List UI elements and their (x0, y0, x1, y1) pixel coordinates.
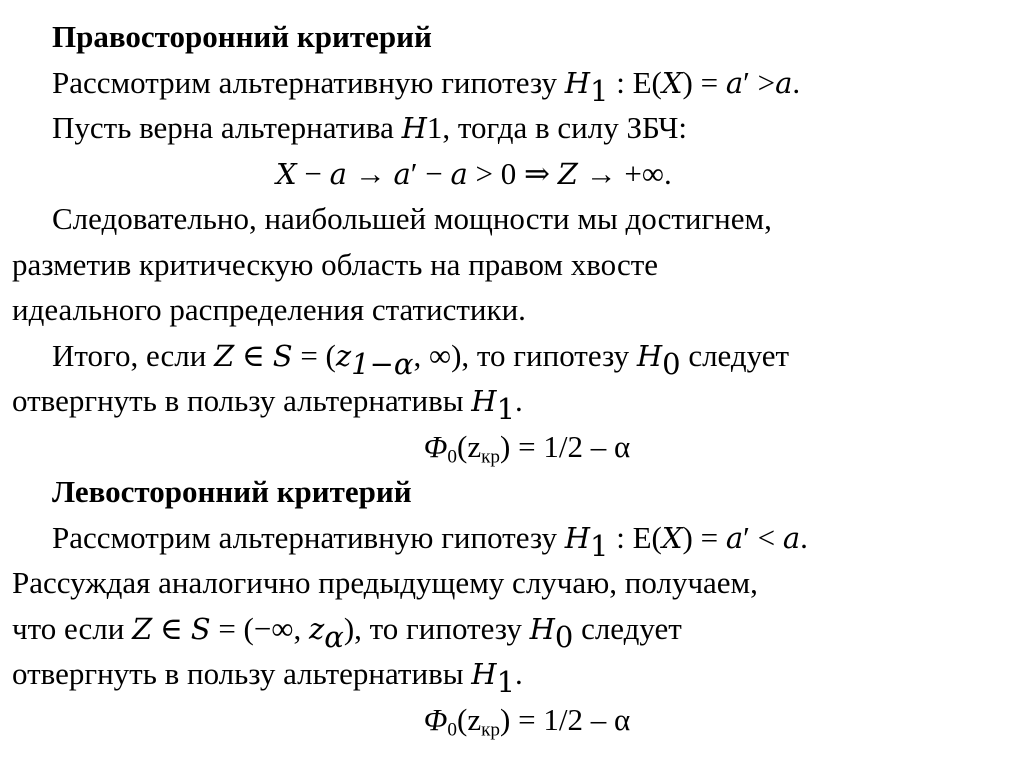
left-paragraph-line-1: Рассуждая аналогично предыдущему случаю, получаем, (12, 565, 758, 600)
right-paragraph-line-3: идеального распределения статистики. (12, 292, 526, 327)
math-text: = ( (292, 337, 336, 373)
math-H: H (636, 338, 663, 373)
text: отвергнуть в пользу альтернативы (12, 383, 472, 418)
math-H: H (401, 111, 427, 145)
text: . (515, 656, 523, 691)
math-H: H (564, 520, 591, 555)
math-text: − (296, 155, 330, 191)
math-sub: кр (481, 445, 501, 467)
math-text: ) = 1/2 – α (500, 428, 631, 464)
right-result-line-2 (0, 378, 1024, 427)
math-text: ) = 1/2 – α (500, 701, 631, 737)
right-paragraph-line-2: разметив критическую область на правом хвосте (12, 246, 659, 282)
math-a: a (450, 156, 468, 191)
right-phi-formula (0, 424, 1024, 470)
math-H: H (564, 65, 591, 100)
math-a: a (775, 65, 793, 100)
math-text: ′ > (743, 64, 776, 100)
math-text: → (346, 155, 394, 191)
math-X: X (661, 65, 683, 100)
right-paragraph-line-1: Следовательно, наибольшей мощности мы достигнем, (52, 201, 772, 236)
text: Рассмотрим альтернативную гипотезу (52, 519, 565, 555)
phi-formula (424, 424, 630, 470)
math-text: (z (457, 701, 482, 737)
math-text: → +∞. (577, 155, 672, 191)
math-phi: Φ (423, 428, 448, 464)
phi-formula (424, 697, 630, 743)
heading-right-sided: Правосторонний критерий (52, 19, 432, 54)
math-text: . (800, 519, 808, 555)
heading-left-sided: Левосторонний критерий (52, 474, 412, 509)
math-text: : E( (608, 64, 662, 100)
math-sub: 1 (590, 528, 609, 563)
math-text: (z (457, 428, 482, 464)
text: что если (12, 610, 133, 646)
left-result-line-2 (0, 651, 1024, 700)
right-assume-line (0, 105, 1024, 151)
math-sub: кр (481, 718, 501, 740)
math-sub: 1 (496, 665, 516, 700)
math-Z: Z (132, 611, 153, 646)
math-z: z (308, 611, 325, 646)
math-a: a (725, 520, 744, 555)
math-text: ) = (682, 64, 726, 100)
math-a: a (725, 65, 744, 100)
math-X: X (276, 156, 297, 191)
left-phi-formula (0, 697, 1024, 743)
text: следует (573, 610, 682, 646)
math-a: a (329, 156, 347, 191)
math-z: z (335, 338, 352, 373)
text: Пусть верна альтернатива (52, 110, 402, 145)
math-a: a (393, 156, 411, 191)
text: Итого, если (52, 337, 215, 373)
math-text: ′ < (743, 519, 783, 555)
left-result-line-1 (0, 606, 1024, 652)
text: следует (680, 337, 790, 373)
text: 1, тогда в силу ЗБЧ: (426, 110, 687, 145)
math-text: ∈ (152, 610, 191, 646)
math-a: a (782, 520, 801, 555)
math-text: ′ − (410, 155, 451, 191)
math-sub: 1 (496, 392, 516, 427)
math-text: : E( (608, 519, 662, 555)
math-sub: 0 (447, 445, 457, 467)
math-text: > 0 ⇒ (467, 155, 558, 191)
math-H: H (529, 611, 555, 646)
math-phi: Φ (423, 701, 448, 737)
text: отвергнуть в пользу альтернативы (12, 656, 472, 691)
text: , ∞), то гипотезу (413, 337, 637, 373)
math-sub: 0 (447, 718, 457, 740)
math-text: = (−∞, (210, 610, 309, 646)
math-sub: 1−α (351, 346, 414, 381)
right-result-line-1 (0, 333, 1024, 379)
text: Рассмотрим альтернативную гипотезу (52, 64, 565, 100)
math-H: H (471, 657, 497, 691)
right-equation (0, 151, 1024, 197)
math-sub: 0 (554, 619, 574, 654)
text: . (515, 383, 523, 418)
right-alt-hypothesis-line (0, 60, 1024, 106)
math-S: S (190, 611, 211, 646)
math-Z: Z (557, 156, 578, 191)
math-text: . (792, 64, 801, 100)
math-sub: α (324, 619, 344, 654)
math-X: X (661, 520, 683, 555)
math-text: ∈ (234, 337, 273, 373)
math-text: ) = (682, 519, 726, 555)
math-H: H (471, 384, 497, 418)
text: ), то гипотезу (343, 610, 530, 646)
math-S: S (272, 338, 293, 373)
math-sub: 0 (662, 346, 681, 381)
math-Z: Z (214, 338, 235, 373)
left-alt-hypothesis-line (0, 515, 1024, 561)
math-sub: 1 (590, 73, 609, 108)
